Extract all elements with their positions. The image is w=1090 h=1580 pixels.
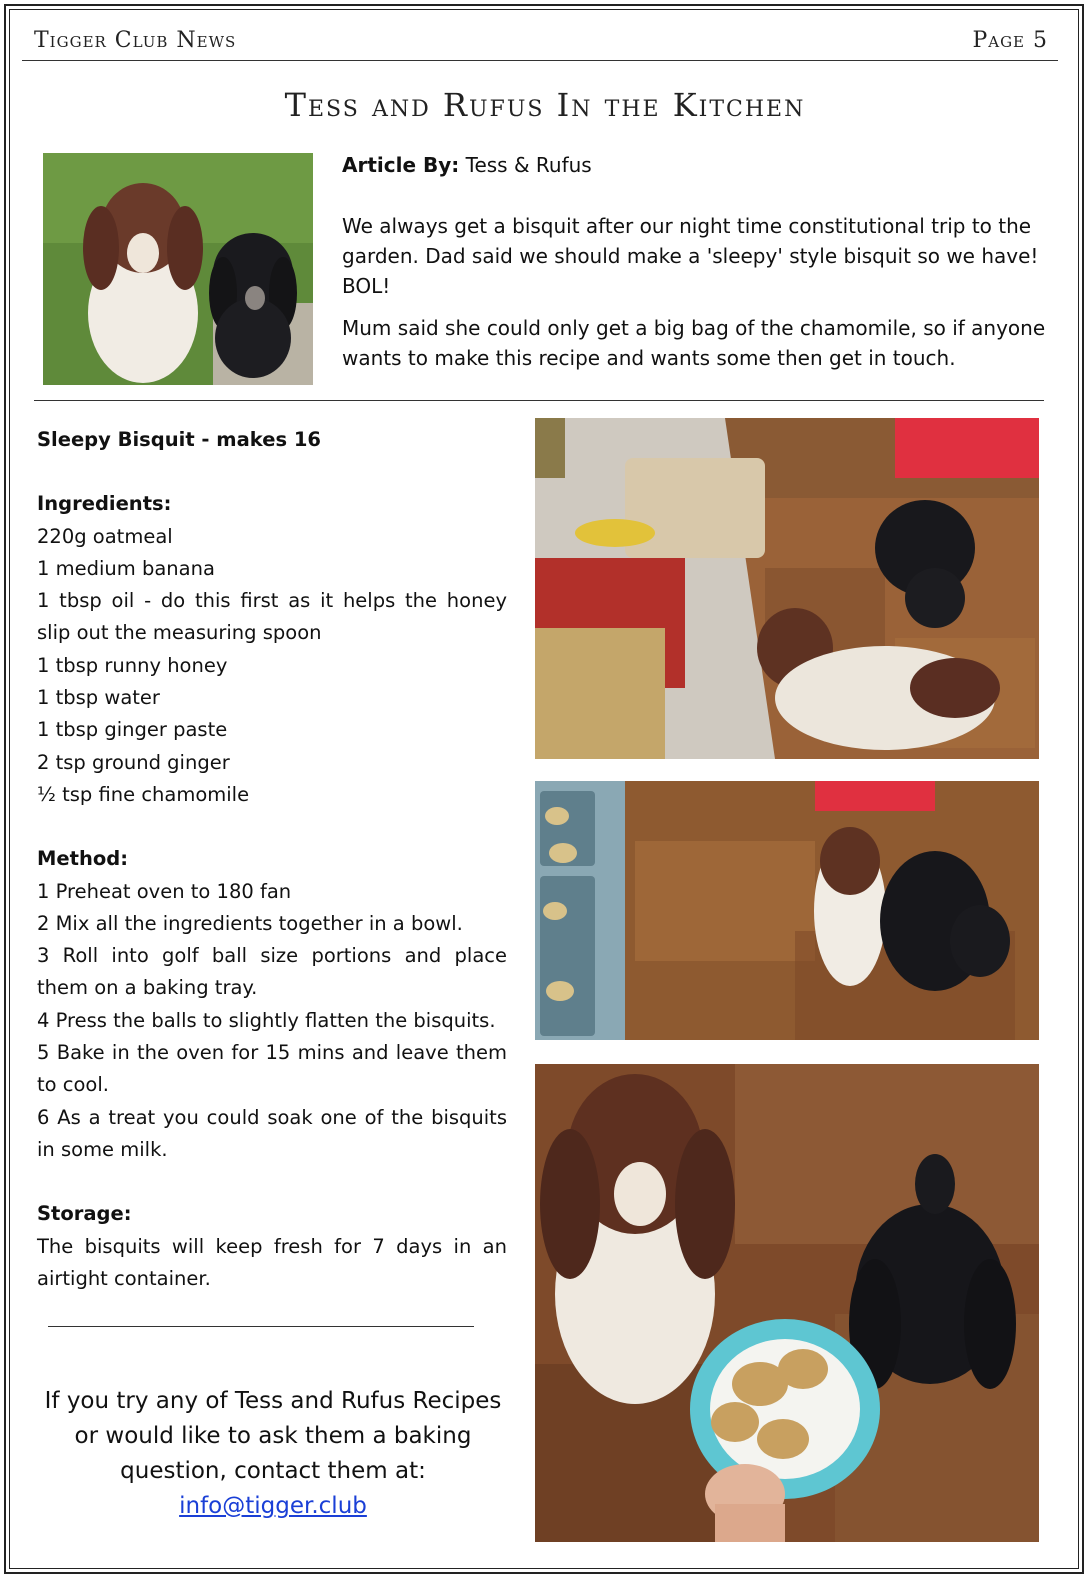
contact-line-2: or would like to ask them a baking [74,1423,472,1449]
recipe [37,424,507,1295]
recipe-title: Sleepy Bisquit - makes 16 [37,428,321,451]
intro-paragraph-1: We always get a bisquit after our night time constitutional trip to the garden. Dad said we should make a 'sleepy' style bisquit so we have! BOL! [342,214,1039,298]
contact-box [30,1384,516,1524]
contact-divider [48,1326,474,1327]
ingredient-item: 220g oatmeal [37,524,173,548]
ingredients-heading: Ingredients: [37,492,172,516]
article-title: Tess and Rufus In the Kitchen [284,86,806,124]
ingredient-item: 1 medium banana [37,556,215,580]
ingredient-item: 1 tbsp oil - do this first as it helps the honey slip out the measuring spoon [37,589,507,645]
byline-label: Article By: [342,153,460,177]
page-number: Page 5 [972,28,1048,53]
method-heading: Method: [37,847,128,871]
contact-email-link[interactable]: info@tigger.club [179,1493,367,1519]
ingredient-item: ½ tsp fine chamomile [37,782,250,806]
dogs-baking-trays-photo [535,781,1039,1040]
section-divider [34,400,1044,401]
method-step: 1 Preheat oven to 180 fan [37,879,292,903]
storage-text: The bisquits will keep fresh for 7 days in an airtight container. [37,1234,507,1290]
storage-heading: Storage: [37,1202,132,1226]
ingredient-item: 1 tbsp runny honey [37,653,228,677]
article-intro [342,150,1048,373]
dogs-on-grass-photo [43,153,313,385]
dogs-kitchen-ingredients-photo [535,418,1039,759]
byline [342,150,1048,180]
intro-paragraph-2: Mum said she could only get a big bag of the chamomile, so if anyone wants to make this recipe and wants some then get in touch. [342,316,1046,370]
header-divider [22,60,1058,61]
dogs-plate-bisquits-photo [535,1064,1039,1542]
ingredient-item: 2 tsp ground ginger [37,750,230,774]
contact-line-1: If you try any of Tess and Rufus Recipes [44,1388,502,1414]
method-step: 5 Bake in the oven for 15 mins and leave them to cool. [37,1041,507,1097]
method-step: 3 Roll into golf ball size portions and place them on a baking tray. [37,944,507,1000]
method-step: 6 As a treat you could soak one of the bisquits in some milk. [37,1105,507,1161]
method-step: 2 Mix all the ingredients together in a bowl. [37,911,463,935]
newsletter-name: Tigger Club News [34,28,237,53]
byline-authors: Tess & Rufus [459,153,592,177]
contact-line-3: question, contact them at: [120,1458,426,1484]
ingredient-item: 1 tbsp ginger paste [37,718,228,742]
method-step: 4 Press the balls to slightly flatten the bisquits. [37,1008,496,1032]
ingredient-item: 1 tbsp water [37,686,160,710]
